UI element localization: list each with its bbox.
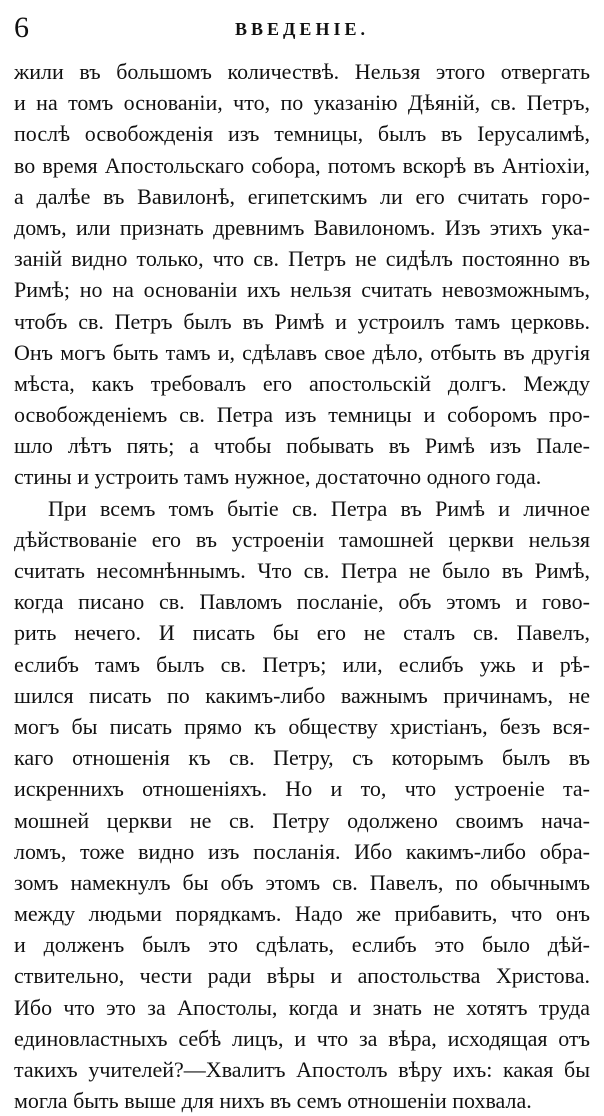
- text-line: могла быть выше для нихъ въ семъ отношеніи похвала.: [14, 1088, 532, 1114]
- text-line: когда писано св. Павломъ посланіе, объ этомъ и гово-: [14, 589, 590, 615]
- text-line: еслибъ тамъ былъ св. Петръ; или, еслибъ ужь и рѣ-: [14, 651, 590, 677]
- text-line: послѣ освобожденія изъ темницы, былъ въ Іерусалимѣ,: [14, 121, 590, 147]
- text-line: мошней церкви не св. Петру одолжено своимъ нача-: [14, 807, 590, 833]
- text-line: заній видно только, что св. Петръ не сидѣлъ постоянно въ: [14, 246, 590, 272]
- text-line: между людьми порядкамъ. Надо же прибавить, что онъ: [14, 901, 590, 927]
- text-line: могъ бы писать прямо къ обществу христіанъ, безъ вся-: [14, 713, 590, 739]
- text-line: во время Апостольскаго собора, потомъ вскорѣ въ Антіохіи,: [14, 152, 590, 178]
- running-title: ВВЕДЕНІЕ.: [235, 19, 369, 39]
- text-line: стины и устроить тамъ нужное, достаточно одного года.: [14, 464, 542, 490]
- text-line: зомъ намекнулъ бы объ этомъ св. Павелъ, по обычнымъ: [14, 869, 590, 895]
- text-line: единовластныхъ себѣ лицъ, и что за вѣра, исходящая отъ: [14, 1025, 590, 1051]
- text-line: освобожденіемъ св. Петра изъ темницы и соборомъ про-: [14, 402, 590, 428]
- text-line: и долженъ былъ это сдѣлать, еслибъ это было дѣй-: [14, 932, 590, 958]
- text-line: шился писать по какимъ-либо важнымъ причинамъ, не: [14, 682, 590, 708]
- text-line: дѣйствованіе его въ устроеніи тамошней церкви нельзя: [14, 526, 590, 552]
- text-line: мѣста, какъ требовалъ его апостольскій долгъ. Между: [14, 370, 590, 396]
- body-text: [14, 56, 590, 1116]
- text-line: а далѣе въ Вавилонѣ, египетскимъ ли его считать горо-: [14, 183, 590, 209]
- page-number: 6: [14, 11, 29, 44]
- page-header: [14, 8, 590, 48]
- text-line: чтобъ св. Петръ былъ въ Римѣ и устроилъ тамъ церковь.: [14, 308, 590, 334]
- text-line: такихъ учителей?—Хвалитъ Апостолъ вѣру ихъ: какая бы: [14, 1057, 590, 1082]
- text-line: искреннихъ отношеніяхъ. Но и то, что устроеніе та-: [14, 776, 590, 802]
- text-line: При всемъ томъ бытіе св. Петра въ Римѣ и личное: [48, 495, 590, 521]
- text-line: ствительно, чести ради вѣры и апостольства Христова.: [14, 963, 590, 989]
- text-line: Римѣ; но на основаніи ихъ нельзя считать невозможнымъ,: [14, 277, 590, 303]
- text-line: шло лѣтъ пять; а чтобы побывать въ Римѣ изъ Пале-: [14, 433, 590, 459]
- text-line: и на томъ основаніи, что, по указанію Дѣяній, св. Петръ,: [14, 90, 590, 116]
- text-line: считать несомнѣннымъ. Что св. Петра не было въ Римѣ,: [14, 558, 590, 583]
- text-line: домъ, или признать древнимъ Вавилономъ. Изъ этихъ ука-: [14, 214, 590, 240]
- text-line: Онъ могъ быть тамъ и, сдѣлавъ свое дѣло, отбыть въ другія: [14, 339, 590, 365]
- text-line: каго отношенія къ св. Петру, съ которымъ былъ въ: [14, 745, 590, 771]
- text-line: рить нечего. И писать бы его не сталъ св. Павелъ,: [14, 620, 590, 646]
- text-line: Ибо что это за Апостолы, когда и знать не хотятъ труда: [14, 994, 590, 1020]
- text-line: ломъ, тоже видно изъ посланія. Ибо какимъ-либо обра-: [14, 838, 590, 864]
- text-line: жили въ большомъ количествѣ. Нельзя этого отвергать: [14, 59, 590, 84]
